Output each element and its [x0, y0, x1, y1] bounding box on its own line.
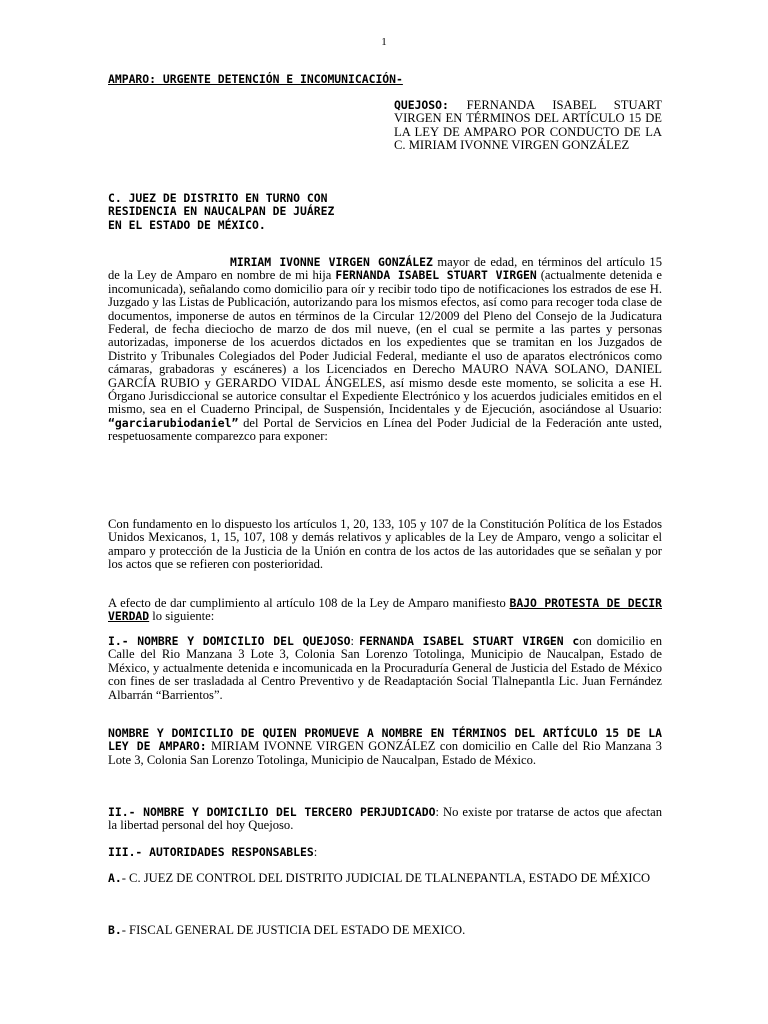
daughter-name: FERNANDA ISABEL STUART VIRGEN [335, 268, 537, 283]
section-1-name: FERNANDA ISABEL STUART VIRGEN c [359, 634, 580, 648]
page-number: 1 [381, 36, 387, 48]
section-1-quejoso [108, 635, 662, 702]
section-1-heading: I.- NOMBRE Y DOMICILIO DEL QUEJOSO [108, 634, 351, 648]
intro-text-3: del Portal de Servicios en Línea del Poder Judicial de la Federación ante usted, respetuosamente comparezco para exponer: [108, 415, 662, 444]
quejoso-label: QUEJOSO: [394, 98, 449, 112]
addressee-line-3: EN EL ESTADO DE MÉXICO. [108, 217, 266, 232]
section-3-heading: III.- AUTORIDADES RESPONSABLES [108, 845, 314, 859]
section-2-text: : No existe por tratarse de actos que afectan la libertad personal del hoy Quejoso. [108, 805, 662, 833]
promovente-section [108, 727, 662, 767]
authority-b-letter: B. [108, 923, 122, 937]
addressee-line-1: C. JUEZ DE DISTRITO EN TURNO CON [108, 191, 328, 205]
fundamento-paragraph: Con fundamento en lo dispuesto los artículos 1, 20, 133, 105 y 107 de la Constitución Política de los Estados Unidos Mexicanos, 1, 15, 107, 108 y demás relativos y aplicables de la Ley de Amparo, vengo a solicitar el amparo y protección de la Justicia de la Unión en contra de los actos de las autoridades que se señalan y por los actos que se refieren con posterioridad. [108, 517, 662, 572]
intro-text-2: (actualmente detenida e incomunicada), señalando como domicilio para oír y recibir todo tipo de notificaciones los estrados de ese H. Juzgado y las Listas de Publicación, autorizando para los mismos efectos, así como para recoger toda clase de documentos, imponerse de autos en términos de la Circular 12/2009 del Pleno del Consejo de la Judicatura Federal, de fecha dieciocho de marzo de dos mil nueve, (en el cual se permite a las partes y personas autorizadas, imponerse de los acuerdos dictados en los expedientes que se tramitan en los Juzgados de Distrito y Tribunales Colegiados del Poder Judicial Federal, mediante el uso de aparatos electrónicos como cámaras, grabadoras y escáneres) a los Licenciados en Derecho MAURO NAVA SOLANO, DANIEL GARCÍA RUBIO y GERARDO VIDAL ÁNGELES, así mismo desde este momento, se solicita a ese H. Órgano Jurisdiccional se autorice consultar el Expediente Electrónico y los acuerdos judiciales emitidos en el mismo, sea en el Cuaderno Principal, de Suspensión, Incidentales y de Ejecución, asociándose al Usuario: [108, 268, 662, 417]
authority-b [108, 924, 662, 937]
authority-a [108, 872, 662, 885]
addressee-block [108, 192, 428, 232]
section-1-text: on domicilio en Calle del Rio Manzana 3 Lote 3, Colonia San Lorenzo Totolinga, Municipio de Naucalpan, Estado de México, y actualmente detenida e incomunicada en la Procuraduría General de Justicia del Estado de México con fines de ser trasladada al Centro Preventivo y de Readaptación Social Tlalnepantla Lic. Juan Fernández Albarrán “Barrientos”. [108, 634, 662, 702]
efecto-text-1: A efecto de dar cumplimiento al artículo 108 de la Ley de Amparo manifiesto [108, 596, 510, 610]
efecto-text-2: lo siguiente: [149, 609, 215, 624]
quejoso-block [394, 99, 662, 153]
addressee-line-2: RESIDENCIA EN NAUCALPAN DE JUÁREZ [108, 204, 335, 219]
section-3-colon: : [313, 845, 318, 859]
quejoso-text: FERNANDA ISABEL STUART VIRGEN EN TÉRMINOS DEL ARTÍCULO 15 DE LA LEY DE AMPARO POR CONDUCTO DE LA C. MIRIAM IVONNE VIRGEN GONZÁLEZ [394, 98, 662, 153]
document-title: AMPARO: URGENTE DETENCIÓN E INCOMUNICACIÓN- [108, 72, 403, 86]
promovente-text: MIRIAM IVONNE VIRGEN GONZÁLEZ con domicilio en Calle del Rio Manzana 3 Lote 3, Colonia San Lorenzo Totolinga, Municipio de Naucalpan, Estado de México. [108, 739, 662, 767]
authority-a-text: - C. JUEZ DE CONTROL DEL DISTRITO JUDICIAL DE TLALNEPANTLA, ESTADO DE MÉXICO [121, 871, 651, 885]
section-3-autoridades [108, 846, 662, 859]
authority-a-letter: A. [108, 871, 122, 885]
section-2-tercero [108, 806, 662, 833]
intro-paragraph [108, 256, 662, 444]
authority-b-text: - FISCAL GENERAL DE JUSTICIA DEL ESTADO DE MEXICO. [121, 923, 466, 937]
bajo-protesta: BAJO PROTESTA DE DECIR VERDAD [108, 596, 663, 624]
section-1-colon: : [350, 634, 360, 648]
intro-text-1: mayor de edad, en términos del artículo 15 de la Ley de Amparo en nombre de mi hija [108, 255, 662, 283]
section-2-heading: II.- NOMBRE Y DOMICILIO DEL TERCERO PERJUDICADO [108, 805, 436, 819]
promovente-heading: NOMBRE Y DOMICILIO DE QUIEN PROMUEVE A NOMBRE EN TÉRMINOS DEL ARTÍCULO 15 DE LA LEY DE AMPARO: [108, 726, 662, 754]
promovente-name: MIRIAM IVONNE VIRGEN GONZÁLEZ [230, 255, 433, 269]
efecto-paragraph [108, 597, 662, 624]
portal-user: “garciarubiodaniel” [108, 415, 239, 430]
